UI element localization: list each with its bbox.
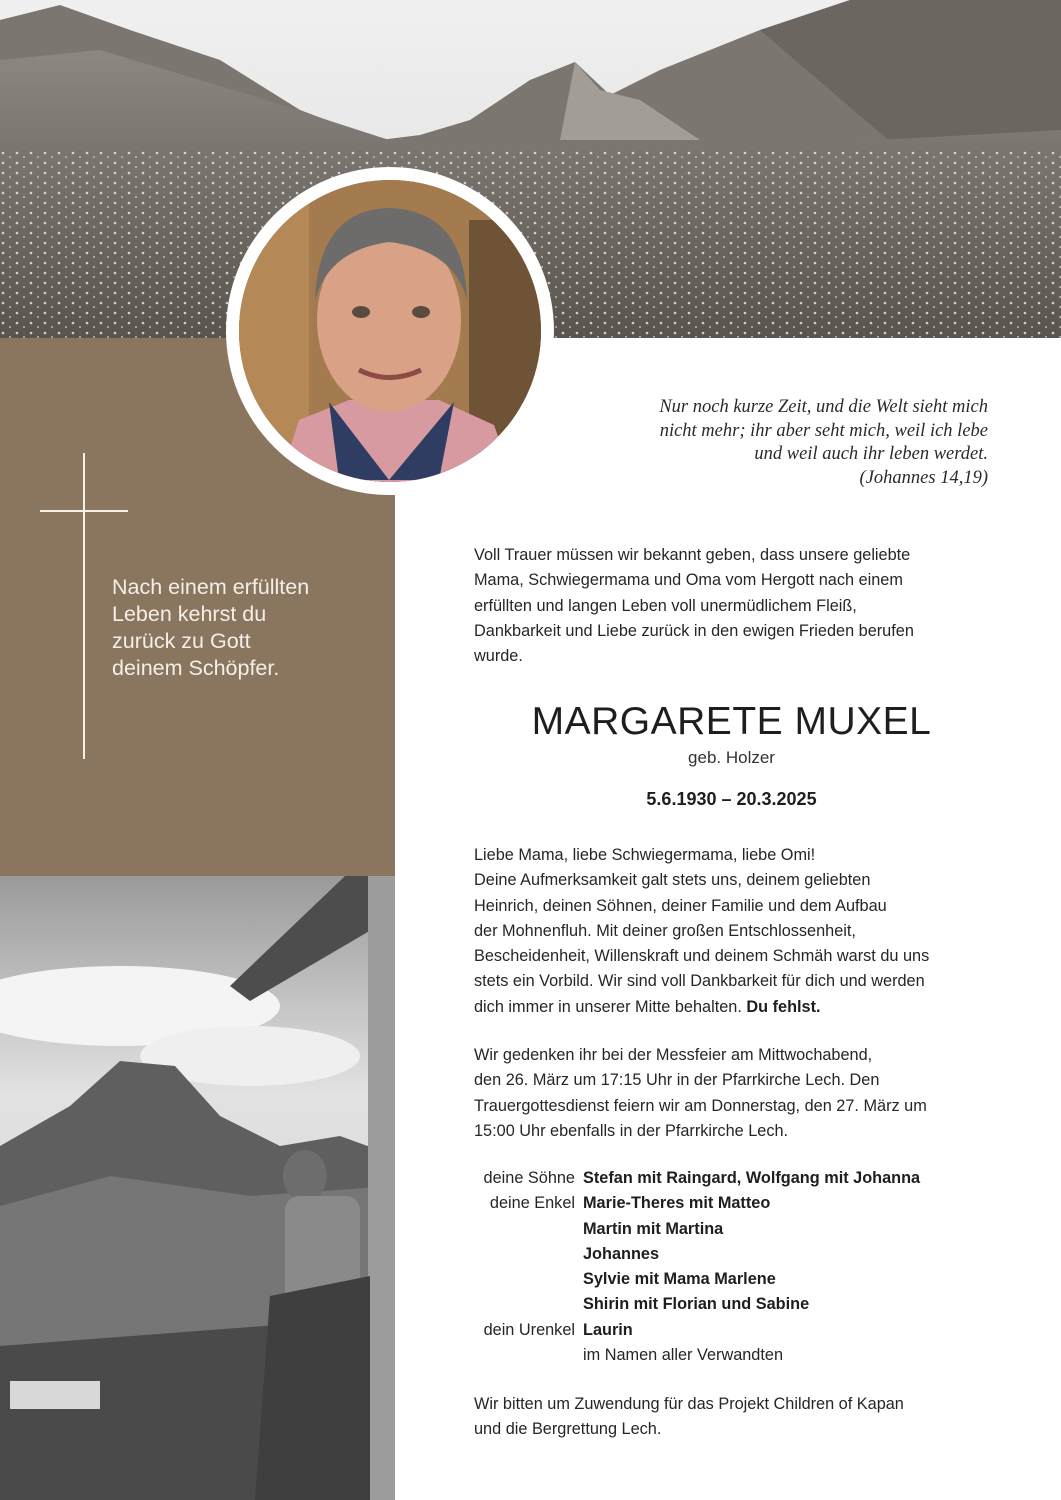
family-row [474, 1166, 994, 1191]
text-line: Dankbarkeit und Liebe zurück in den ewigen Frieden berufen [474, 621, 914, 640]
family-row [474, 1318, 994, 1343]
family-relation [474, 1217, 583, 1242]
family-row [474, 1217, 994, 1242]
quote-line: Nur noch kurze Zeit, und die Welt sieht mich [659, 397, 988, 417]
portrait-photo [239, 180, 541, 482]
family-member: Marie-Theres mit Matteo [583, 1194, 771, 1213]
deceased-name: MARGARETE MUXEL [531, 700, 932, 743]
family-relation [474, 1292, 583, 1317]
bottom-mountain-photo [0, 876, 395, 1500]
family-member: Sylvie mit Mama Marlene [583, 1270, 776, 1289]
family-member: Laurin [583, 1320, 633, 1339]
cross-icon [83, 453, 85, 759]
family-member: Johannes [583, 1244, 660, 1263]
family-list [474, 1166, 994, 1368]
family-member: Stefan mit Raingard, Wolfgang mit Johanna [583, 1169, 921, 1187]
family-row [474, 1191, 994, 1216]
text-line: und die Bergrettung Lech. [474, 1420, 662, 1439]
mountain-illustration [0, 876, 395, 1500]
side-panel-verse [112, 574, 372, 682]
verse-line: zurück zu Gott [112, 629, 251, 653]
bible-quote [560, 396, 988, 490]
text-line: Heinrich, deinen Söhnen, deiner Familie und dem Aufbau [474, 896, 887, 915]
family-relation: deine Söhne [483, 1169, 575, 1187]
intro-paragraph [474, 543, 994, 669]
family-member: Martin mit Martina [583, 1219, 724, 1238]
text-line: der Mohnenfluh. Mit deiner großen Entschlossenheit, [474, 921, 856, 940]
family-relation [474, 1242, 583, 1267]
text-line: Voll Trauer müssen wir bekannt geben, dass unsere geliebte [474, 546, 911, 564]
family-relation: dein Urenkel [483, 1320, 575, 1339]
life-dates: 5.6.1930 – 20.3.2025 [646, 789, 817, 809]
text-line: Liebe Mama, liebe Schwiegermama, liebe Omi! [474, 846, 816, 864]
text-line: wurde. [474, 647, 523, 666]
text-line: den 26. März um 17:15 Uhr in der Pfarrkirche Lech. Den [474, 1071, 880, 1090]
quote-line: nicht mehr; ihr aber seht mich, weil ich lebe [659, 420, 988, 441]
letter-last-line: dich immer in unserer Mitte behalten. [474, 997, 742, 1016]
verse-line: Nach einem erfüllten [112, 575, 310, 599]
memorial-service-paragraph [474, 1043, 994, 1144]
family-member: Shirin mit Florian und Sabine [583, 1295, 810, 1314]
verse-line: Leben kehrst du [112, 602, 267, 626]
letter-closing: Du fehlst. [746, 997, 821, 1016]
portrait-illustration [239, 180, 541, 482]
text-line: 15:00 Uhr ebenfalls in der Pfarrkirche Lech. [474, 1121, 789, 1140]
cross-icon-bar [40, 510, 128, 512]
family-row [474, 1343, 994, 1368]
text-line-last [474, 995, 994, 1020]
text-line: Deine Aufmerksamkeit galt stets uns, deinem geliebten [474, 871, 871, 890]
family-row [474, 1267, 994, 1292]
family-relation: deine Enkel [489, 1194, 575, 1213]
quote-line: und weil auch ihr leben werdet. [754, 444, 988, 464]
family-row [474, 1292, 994, 1317]
farewell-letter [474, 843, 994, 1020]
text-line: erfüllten und langen Leben voll unermüdlichem Fleiß, [474, 596, 857, 615]
maiden-name: geb. Holzer [688, 748, 775, 767]
text-line: Wir gedenken ihr bei der Messfeier am Mittwochabend, [474, 1046, 873, 1064]
text-line: Trauergottesdienst feiern wir am Donnerstag, den 27. März um [474, 1096, 927, 1115]
text-line: Wir bitten um Zuwendung für das Projekt Children of Kapan [474, 1395, 904, 1413]
text-line: stets ein Vorbild. Wir sind voll Dankbarkeit für dich und werden [474, 972, 925, 991]
verse-line: deinem Schöpfer. [112, 656, 280, 680]
quote-reference: (Johannes 14,19) [859, 467, 988, 488]
family-relation [474, 1267, 583, 1292]
text-line: Mama, Schwiegermama und Oma vom Hergott nach einem [474, 571, 903, 590]
text-line: Bescheidenheit, Willenskraft und deinem Schmäh warst du uns [474, 947, 930, 966]
family-footer: im Namen aller Verwandten [583, 1346, 783, 1365]
family-row [474, 1242, 994, 1267]
donation-request [474, 1392, 994, 1443]
